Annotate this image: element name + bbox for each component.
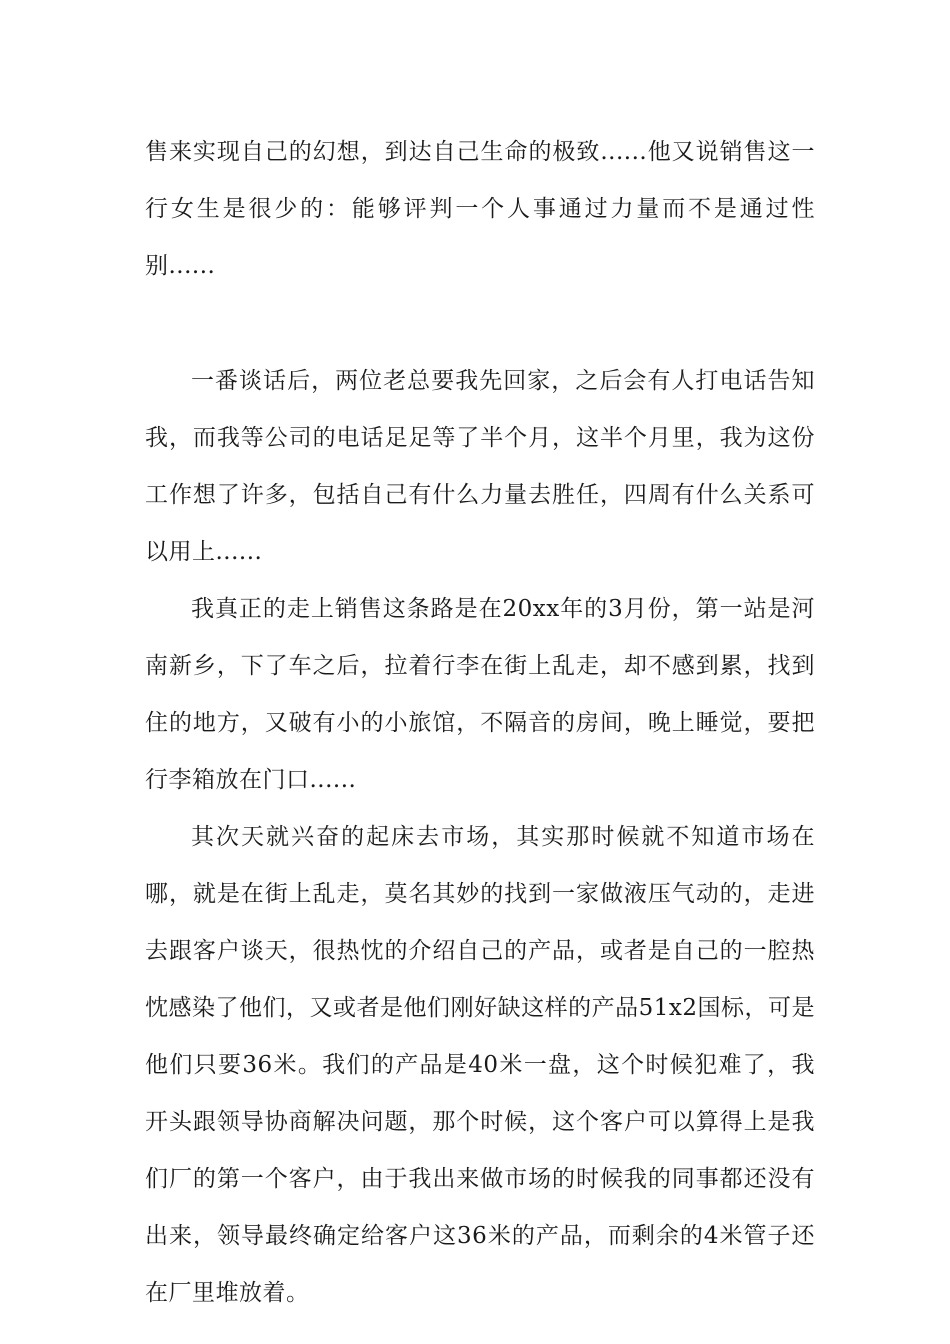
paragraph-2: 一番谈话后，两位老总要我先回家，之后会有人打电话告知我，而我等公司的电话足足等了半个月，这半个月里，我为这份工作想了许多，包括自己有什么力量去胜任，四周有什么关系可以用上...... [145, 368, 815, 565]
paragraph-1: 售来实现自己的幻想，到达自己生命的极致......他又说销售这一行女生是很少的：能够评判一个人事通过力量而不是通过性别...... [145, 139, 815, 279]
paragraph-4: 其次天就兴奋的起床去市场，其实那时候就不知道市场在哪，就是在街上乱走，莫名其妙的找到一家做液压气动的，走进去跟客户谈天，很热忱的介绍自己的产品，或者是自己的一腔热忱感染了他们，又或者是他们刚好缺这样的产品51x2国标，可是他们只要36米。我们的产品是40米一盘，这个时候犯难了，我开头跟领导协商解决问题，那个时候，这个客户可以算得上是我们厂的第一个客户，由于我出来做市场的时候我的同事都还没有出来，领导最终确定给客户这36米的产品，而剩余的4米管子还在厂里堆放着。 [145, 824, 815, 1306]
paragraph-gap [145, 295, 815, 353]
document-body [145, 124, 815, 1322]
paragraph-3: 我真正的走上销售这条路是在20xx年的3月份，第一站是河南新乡，下了车之后，拉着行李在街上乱走，却不感到累，找到住的地方，又破有小的小旅馆，不隔音的房间，晚上睡觉，要把行李箱放在门口...... [145, 596, 815, 793]
